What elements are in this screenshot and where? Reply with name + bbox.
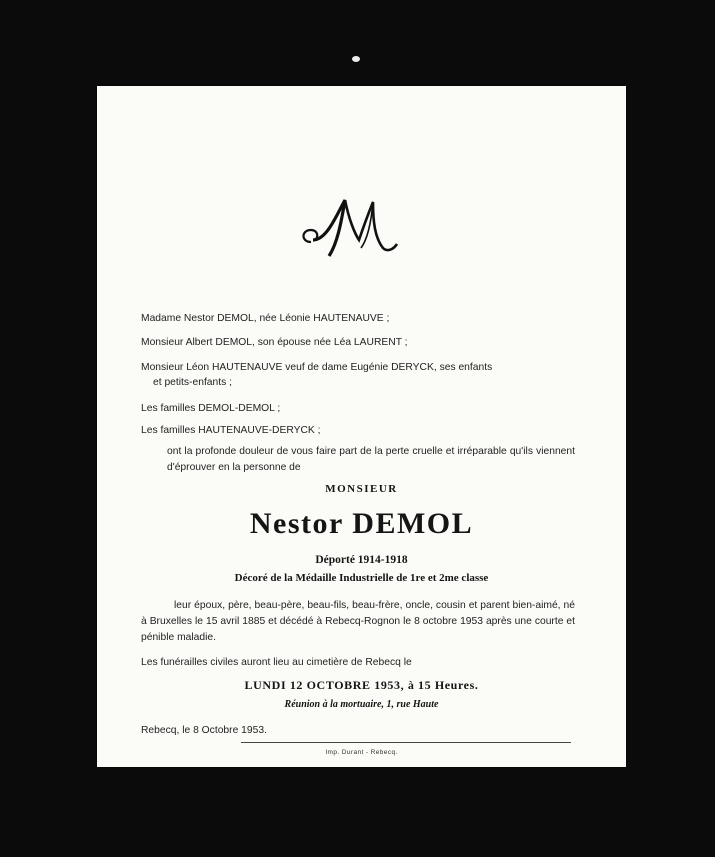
printer-imprint: Imp. Durant - Rebecq.: [325, 749, 398, 756]
honor-deported: Déporté 1914-1918: [315, 554, 408, 566]
place-date: Rebecq, le 8 Octobre 1953.: [141, 725, 267, 736]
mourner-line: Les familles DEMOL-DEMOL ;: [141, 403, 281, 414]
mourner-line: Monsieur Léon HAUTENAUVE veuf de dame Eugénie DERYCK, ses enfants: [141, 362, 493, 373]
reunion-info: Réunion à la mortuaire, 1, rue Haute: [284, 699, 439, 710]
funeral-intro: Les funérailles civiles auront lieu au cimetière de Rebecq le: [141, 657, 412, 668]
death-notice-card: [97, 86, 626, 767]
monogram-m-icon: [297, 194, 407, 264]
deceased-name: Nestor DEMOL: [249, 507, 474, 540]
funeral-date: LUNDI 12 OCTOBRE 1953, à 15 Heures.: [244, 678, 479, 692]
dust-speck: [352, 56, 360, 62]
announcement-text: ont la profonde douleur de vous faire part de la perte cruelle et irréparable qu'ils viennent d'éprouver en la personne de: [167, 446, 575, 473]
mourner-line: Monsieur Albert DEMOL, son épouse née Léa LAURENT ;: [141, 337, 408, 348]
honor-medal: Décoré de la Médaille Industrielle de 1re et 2me classe: [234, 572, 489, 584]
title-monsieur: MONSIEUR: [325, 483, 398, 495]
mourner-line: Les familles HAUTENAUVE-DERYCK ;: [141, 425, 321, 436]
biography-text: leur époux, père, beau-père, beau-fils, beau-frère, oncle, cousin et parent bien-aimé, né à Bruxelles le 15 avril 1885 et décédé à Rebecq-Rognon le 8 octobre 1953 après une courte et pénible maladie.: [141, 600, 575, 643]
mourner-line: Madame Nestor DEMOL, née Léonie HAUTENAUVE ;: [141, 313, 390, 324]
divider-line: [241, 742, 571, 743]
mourner-line: et petits-enfants ;: [153, 377, 232, 388]
